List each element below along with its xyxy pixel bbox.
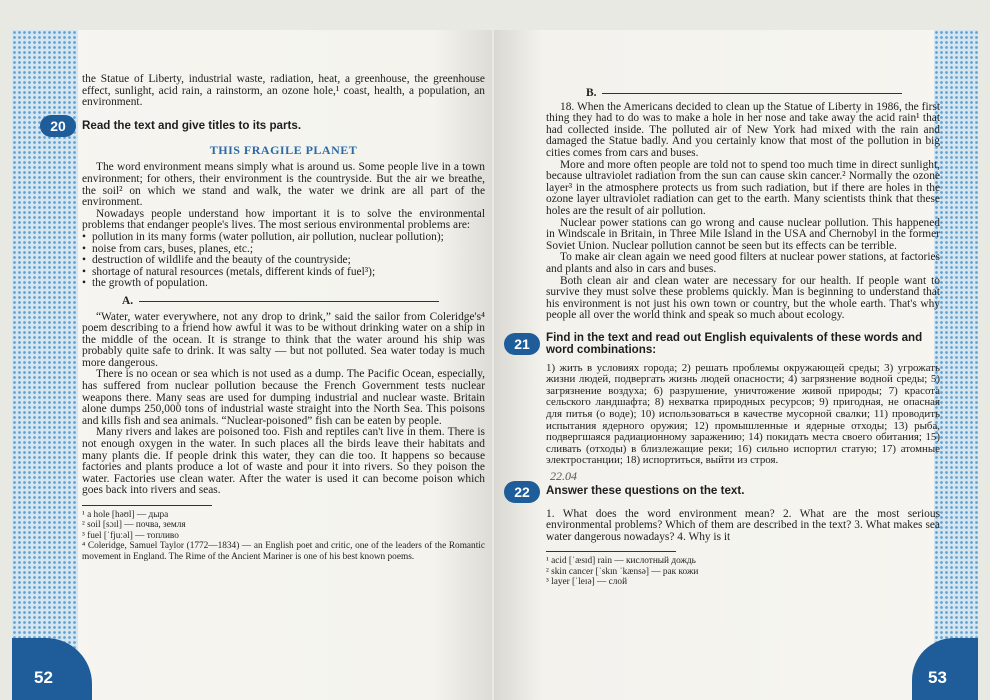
section-a-label: A. — [122, 294, 134, 307]
vocabulary-tail: the Statue of Liberty, industrial waste, radiation, heat, a greenhouse, the greenhouse effect, sunlight, acid rain, a rainstorm, an ozone hole,¹ coast, health, a population, an environment. — [82, 73, 485, 109]
exercise-20-instruction: Read the text and give titles to its parts. — [82, 118, 302, 132]
footnote: ² skin cancer [ˈskɪn ˈkænsə] — рак кожи — [546, 566, 699, 577]
questions-text: 1. What does the word environment mean? 2. What are the most serious environmental problems? Which of them are described in the text? 3. What makes sea water dangerous nowadays? 4. Why is it — [546, 507, 940, 543]
left-page — [12, 30, 492, 700]
exercise-21-instruction: Find in the text and read out English equivalents of these words and word combinations: — [546, 330, 923, 357]
exercise-21-badge: 21 — [504, 333, 540, 355]
paragraph: There is no ocean or sea which is not used as a dump. The Pacific Ocean, especially, has suffered from nuclear pollution because the French Government tests nuclear weapons there. Many seas are used for dumping industrial and nuclear waste. Britain alone dumps 250,000 tons of industrial waste straight into the North Sea. This poisons and kills fish and sea animals. “Nuclear-poisoned” fish can be eaten by people. — [82, 368, 485, 427]
page-number: 52 — [34, 668, 53, 687]
paragraph: The word environment means simply what is around us. Some people live in a town environment; for others, their environment is the countryside. But the air we breathe, the soil² on which we stand and walk, the water we drink are all part of the environment. — [82, 161, 485, 209]
footnote: ³ layer [ˈleɪə] — слой — [546, 577, 628, 588]
section-b-heading — [586, 88, 940, 100]
list-item: • noise from cars, buses, planes, etc.; — [82, 244, 485, 256]
footnote: ² soil [sɔɪl] — почва, земля — [82, 520, 186, 531]
footnote-divider — [82, 505, 212, 506]
footnote: ³ fuel [ˈfjuːəl] — топливо — [82, 530, 179, 541]
dotted-margin-decoration — [934, 30, 978, 700]
paragraph: Many rivers and lakes are poisoned too. Fish and reptiles can't live in them. There is not enough oxygen in the water. In such places all the birds leave their habitats and many plants die. If people drink this water, they can die too. It happens so because factories and plants produce a lot of waste and pour it into rivers. So they poison the water. Factories use clean water. After the water is used it can become poison which goes back into rivers and seas. — [82, 426, 485, 497]
title-blank-line — [602, 93, 902, 94]
section-b-label: B. — [586, 87, 597, 99]
exercise-22-badge: 22 — [504, 481, 540, 503]
footnote: ¹ a hole [həʊl] — дыра — [82, 510, 169, 520]
list-item: • shortage of natural resources (metals, different kinds of fuel³); — [82, 267, 485, 279]
footnote: ¹ acid [ˈæsɪd] rain — кислотный дождь — [546, 556, 696, 567]
paragraph: Nuclear power stations can go wrong and cause nuclear pollution. This happened in Windscale in Britain, in Three Mile Island in the USA and Chernobyl in the former Soviet Union. Nuclear pollution cannot be seen but its effects can be terrible. — [546, 216, 940, 252]
left-column — [50, 73, 485, 562]
footnote: ⁴ Coleridge, Samuel Taylor (1772—1834) — an English poet and critic, one of the leaders of the Romantic movement in England. The Rime of the Ancient Mariner is one of his best known poems. — [82, 541, 485, 562]
handwritten-note: 22.04 — [550, 469, 577, 484]
exercise-20-badge: 20 — [40, 115, 76, 137]
paragraph: 18. When the Americans decided to clean up the Statue of Liberty in 1986, the first thing they had to do was to make a hole in her nose and take away the acid rain¹ that had collected inside. The polluted air of New York had mixed with the rain and damaged the Statue badly. And you certainly know that most of the pollution in big cities comes from cars and buses. — [546, 100, 940, 159]
page-number-corner — [912, 638, 978, 700]
exercise-22-instruction: Answer these questions on the text. — [546, 484, 745, 498]
page-number-corner — [12, 638, 92, 700]
right-column — [514, 87, 940, 588]
list-item: • pollution in its many forms (water pollution, air pollution, nuclear pollution); — [82, 232, 485, 244]
problems-list — [82, 232, 485, 290]
exercise-22-heading — [504, 481, 940, 503]
list-item: • destruction of wildlife and the beauty of the countryside; — [82, 255, 485, 267]
title-blank-line — [139, 301, 439, 302]
exercise-21-heading — [504, 332, 940, 357]
text-title: THIS FRAGILE PLANET — [209, 142, 358, 157]
paragraph: Both clean air and clean water are necessary for our health. If people want to survive they must solve these problems quickly. Man is beginning to understand that his environment is not just his own town or country, but the whole earth. That's why people all over the world think and speak so much about ecology. — [546, 274, 940, 322]
russian-phrases-list: 1) жить в условиях города; 2) решать проблемы окружающей среды; 3) угрожать жизни людей, подвергать жизнь людей опасности; 4) загрязнение водной среды; 5) загрязнение воздуха; 6) разрушение, уничтожение живой природы; 7) красота сельского ландшафта; 8) нехватка природных ресурсов; 9) пригодная, не опасная для питья (о воде); 10) использоваться в качестве мусорной свалки; 11) проводить испытания ядерного оружия; 12) промышленные и ядерные отходы; 13) рыба, подвергшаяся радиационному заражению; 14) покидать места своего обитания; 15) сливать (отходы) в близлежащие реки; 16) сильно испортил статую; 17) атомные электростанции; 18) испортиться, выйти из строя. — [546, 361, 940, 467]
paragraph: More and more often people are told not to spend too much time in direct sunlight, because ultraviolet radiation from the sun can cause skin cancer.² Normally the ozone layer³ in the atmosphere protects us from such radiation, but if there are holes in the ozone layer ultraviolet radiation can get to the earth. Many scientists think that these holes are the result of air pollution. — [546, 158, 940, 217]
paragraph: Nowadays people understand how important it is to solve the environmental problems that endanger people's lives. The most serious environmental problems are: — [82, 207, 485, 232]
paragraph: To make air clean again we need good filters at nuclear power stations, at factories and plants and also in cars and buses. — [546, 251, 940, 275]
footnote-divider — [546, 551, 676, 552]
list-item: • the growth of population. — [82, 278, 485, 290]
section-a-heading — [122, 296, 485, 308]
page-number: 53 — [928, 668, 947, 687]
right-page — [494, 30, 978, 700]
exercise-20-heading — [40, 115, 485, 137]
paragraph: “Water, water everywhere, not any drop to drink,” said the sailor from Coleridge's⁴ poem describing to a friend how awful it was to be without drinking water on a ship in the middle of the ocean. It is strange to think that the water around his ship was probably quite safe to drink. It was salty — but not polluted. Sea water today is much more dangerous. — [82, 310, 485, 369]
